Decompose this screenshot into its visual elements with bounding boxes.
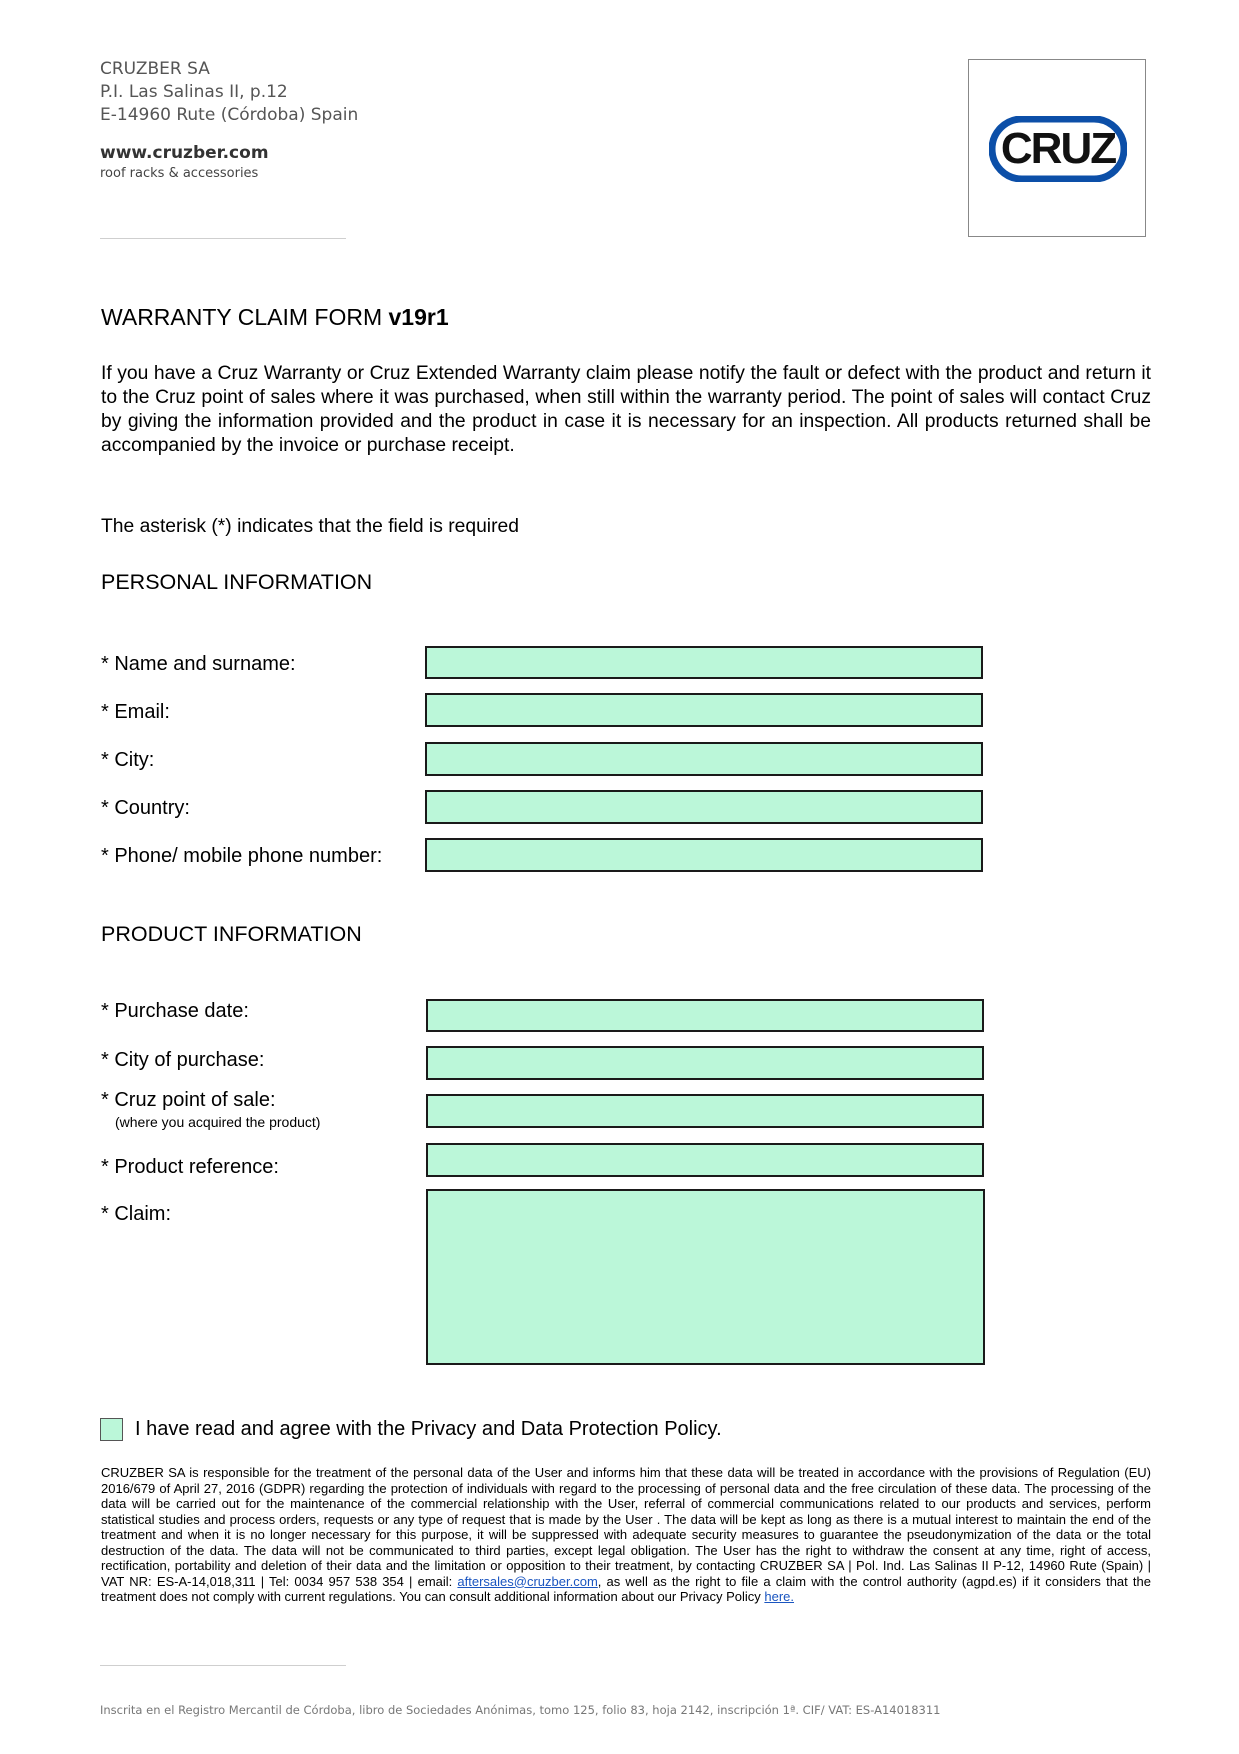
city-of-purchase-label: * City of purchase:: [101, 1049, 265, 1071]
website-link[interactable]: www.cruzber.com: [100, 143, 269, 163]
product-reference-field[interactable]: [426, 1143, 984, 1177]
email-label: * Email:: [101, 701, 170, 723]
email-field[interactable]: [425, 693, 983, 727]
point-of-sale-field[interactable]: [426, 1094, 984, 1128]
form-version: v19r1: [388, 304, 449, 330]
purchase-date-label: * Purchase date:: [101, 1000, 249, 1022]
product-info-heading: PRODUCT INFORMATION: [101, 922, 362, 946]
claim-textarea[interactable]: [426, 1189, 985, 1365]
company-address: [100, 58, 358, 127]
footer-registry-text: Inscrita en el Registro Mercantil de Córdoba, libro de Sociedades Anónimas, tomo 125, folio 83, hoja 2142, inscripción 1ª. CIF/ VAT: ES-A14018311: [100, 1703, 941, 1717]
privacy-text-part-2: , as well as the right to file a claim with the control authority (agpd.es) if it considers that the treatment does not comply with current regulations. You can consult additional information about our Privacy Policy: [101, 1573, 1152, 1604]
point-of-sale-label: * Cruz point of sale:: [101, 1089, 276, 1111]
privacy-text-part-1: CRUZBER SA is responsible for the treatment of the personal data of the User and informs him that these data will be treated in accordance with the provisions of Regulation (EU) 2016/679 of April 27, 2016 (GDPR) regarding the protection of individuals with regard to the processing of personal data and the free circulation of these data. The processing of the data will be carried out for the maintenance of the commercial relationship with the User, referral of commercial communications related to our products and services, perform statistical studies and process orders, requests or any type of request that is made by the User . The data will be kept as long as there is a mutual interest to maintain the end of the treatment and when it is no longer necessary for this purpose, it will be suppressed with adequate security measures to guarantee the pseudonymization of the data or the total destruction of the data. The data will not be communicated to third parties, except legal obligation. The User has the right to withdraw the consent at any time, right of access, rectification, portability and deletion of their data and the limitation or opposition to their treatment, by contacting CRUZBER SA | Pol. Ind. Las Salinas II P-12, 14960 Rute (Spain) | VAT NR: ES-A-14,018,311 | Tel: 0034 957 538 354 | email:: [101, 1465, 1151, 1589]
country-field[interactable]: [425, 790, 983, 824]
personal-info-heading: PERSONAL INFORMATION: [101, 570, 373, 594]
cruz-logo-box: [968, 59, 1146, 237]
privacy-consent-checkbox[interactable]: [100, 1418, 123, 1441]
country-label: * Country:: [101, 797, 190, 819]
point-of-sale-sublabel: (where you acquired the product): [115, 1114, 321, 1130]
city-label: * City:: [101, 749, 155, 771]
city-of-purchase-field[interactable]: [426, 1046, 984, 1080]
company-street: P.I. Las Salinas II, p.12: [100, 82, 288, 102]
form-title-main: WARRANTY CLAIM FORM: [101, 304, 389, 330]
footer-divider: [100, 1665, 346, 1666]
phone-field[interactable]: [425, 838, 983, 872]
form-title: [101, 304, 449, 331]
city-field[interactable]: [425, 742, 983, 776]
aftersales-email-link[interactable]: aftersales@cruzber.com: [457, 1573, 598, 1589]
privacy-notice: [101, 1465, 1151, 1605]
intro-paragraph: If you have a Cruz Warranty or Cruz Extended Warranty claim please notify the fault or defect with the product and return it to the Cruz point of sales where it was purchased, when still within the warranty period. The point of sales will contact Cruz by giving the information provided and the product in case it is necessary for an inspection. All products returned shall be accompanied by the invoice or purchase receipt.: [101, 363, 1151, 456]
required-note: The asterisk (*) indicates that the field is required: [101, 516, 519, 537]
name-label: * Name and surname:: [101, 653, 296, 675]
product-reference-label: * Product reference:: [101, 1156, 279, 1178]
privacy-consent-label: I have read and agree with the Privacy and Data Protection Policy.: [135, 1418, 722, 1440]
company-tagline: roof racks & accessories: [100, 166, 259, 181]
privacy-policy-link[interactable]: here.: [764, 1589, 795, 1604]
header-divider: [100, 238, 346, 239]
claim-label: * Claim:: [101, 1203, 172, 1225]
company-name: CRUZBER SA: [100, 59, 210, 79]
name-field[interactable]: [425, 646, 983, 679]
company-city: E-14960 Rute (Córdoba) Spain: [100, 105, 359, 125]
logo-text: CRUZ: [1000, 124, 1116, 173]
purchase-date-field[interactable]: [426, 999, 984, 1032]
cruz-logo-icon: [989, 116, 1127, 182]
phone-label: * Phone/ mobile phone number:: [101, 845, 383, 867]
